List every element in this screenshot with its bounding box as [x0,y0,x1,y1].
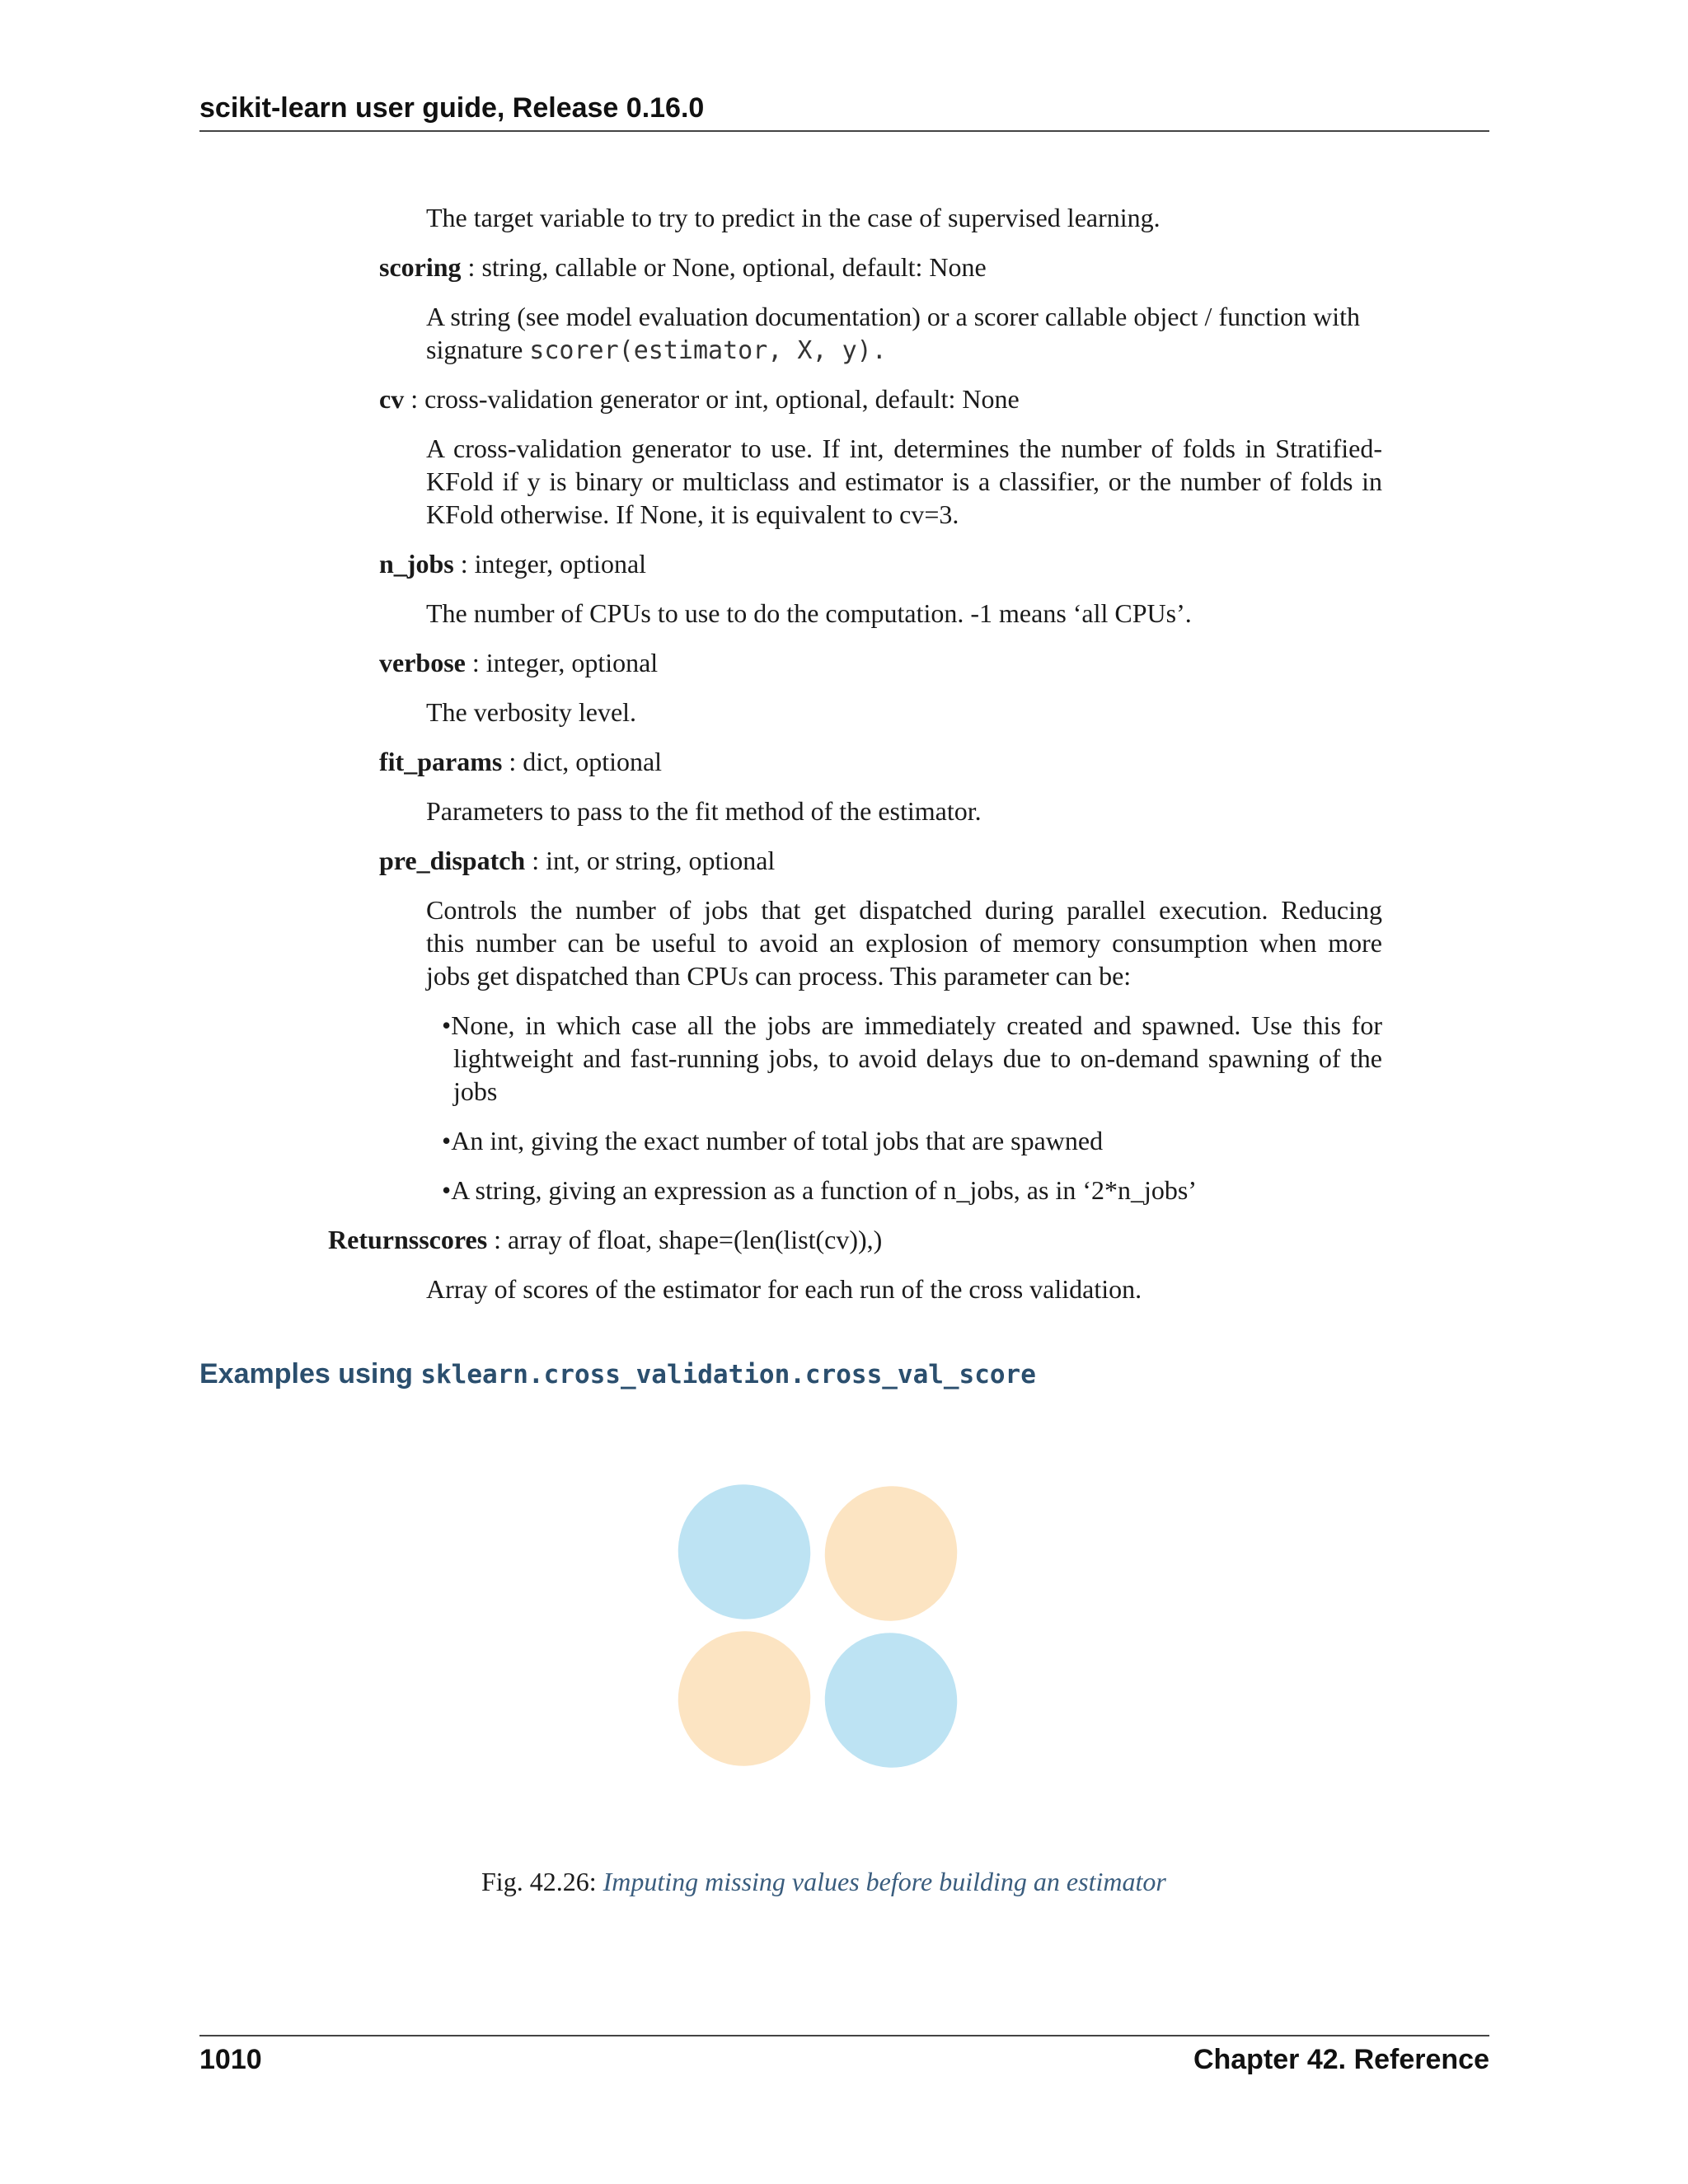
bullet-item: •An int, giving the exact number of total jobs that are spawned [442,1126,1104,1155]
returns-description: Array of scores of the estimator for each run of the cross validation. [426,1274,1142,1304]
figure-caption [481,1867,1166,1897]
fit-params-description: Parameters to pass to the fit method of the estimator. [426,796,982,826]
blob-bottom-left [672,1613,829,1776]
param-pre-dispatch [379,844,775,877]
param-signature: : integer, optional [453,549,647,579]
example-thumbnail[interactable] [672,1479,968,1776]
blob-top-left [672,1479,829,1638]
bullet-item-continuation: lightweight and fast-running jobs, to avoid delays due to on-demand spawning of the [453,1043,1382,1073]
param-name: cv [379,384,405,414]
chapter-label: Chapter 42. Reference [1193,2044,1489,2075]
text-fragment: signature [426,335,530,364]
scoring-description-line [426,333,887,368]
bullet-item: •A string, giving an expression as a function of n_jobs, as in ‘2*n_jobs’ [442,1175,1197,1205]
pre-dispatch-description-line: Controls the number of jobs that get dispatched during parallel execution. Reducing [426,895,1382,925]
returns-name: Returnsscores [328,1225,488,1254]
returns-field [328,1223,882,1256]
scoring-description-line: A string (see model evaluation documentation) or a scorer callable object / function with [426,302,1360,331]
heading-text: Examples using [199,1358,421,1390]
code-signature: scorer(estimator, X, y). [529,336,887,365]
returns-signature: : array of float, shape=(len(list(cv)),) [487,1225,883,1254]
param-name: verbose [379,648,466,677]
examples-heading [199,1358,1036,1390]
running-header-title: scikit-learn user guide, Release 0.16.0 [199,92,705,124]
verbose-description: The verbosity level. [426,697,637,727]
bullet-item: •None, in which case all the jobs are immediately created and spawned. Use this for [442,1010,1382,1040]
blob-bottom-right [806,1615,968,1776]
caption-link[interactable]: Imputing missing values before building an estimator [603,1867,1166,1896]
caption-prefix: Fig. 42.26: [481,1867,603,1896]
param-signature: : integer, optional [465,648,659,677]
footer-rule [199,2035,1489,2036]
param-signature: : int, or string, optional [525,846,776,875]
param-scoring [379,251,987,284]
page-number: 1010 [199,2044,262,2075]
param-verbose [379,646,658,679]
cv-description-line: KFold otherwise. If None, it is equivalent to cv=3. [426,499,959,529]
pre-dispatch-description-line: jobs get dispatched than CPUs can process. This parameter can be: [426,961,1132,991]
param-signature: : dict, optional [502,747,663,776]
pre-dispatch-description-line: this number can be useful to avoid an explosion of memory consumption when more [426,928,1382,958]
param-cv [379,382,1020,415]
param-name: pre_dispatch [379,846,526,875]
bullet-item-continuation: jobs [453,1076,498,1106]
param-signature: : string, callable or None, optional, default: None [461,252,987,282]
header-rule [199,130,1489,132]
cv-description-line: A cross-validation generator to use. If int, determines the number of folds in Stratified- [426,434,1382,463]
param-fit-params [379,745,662,778]
cv-description-line: KFold if y is binary or multiclass and estimator is a classifier, or the number of folds in [426,466,1382,496]
thumbnail-image [672,1479,968,1776]
param-name: scoring [379,252,462,282]
blob-top-right [806,1479,968,1639]
param-n-jobs [379,547,646,580]
param-signature: : cross-validation generator or int, optional, default: None [404,384,1020,414]
heading-code-link[interactable]: sklearn.cross_validation.cross_val_score [420,1360,1036,1390]
param-name: fit_params [379,747,503,776]
y-description: The target variable to try to predict in the case of supervised learning. [426,203,1160,232]
n-jobs-description: The number of CPUs to use to do the computation. -1 means ‘all CPUs’. [426,598,1192,628]
param-name: n_jobs [379,549,454,579]
